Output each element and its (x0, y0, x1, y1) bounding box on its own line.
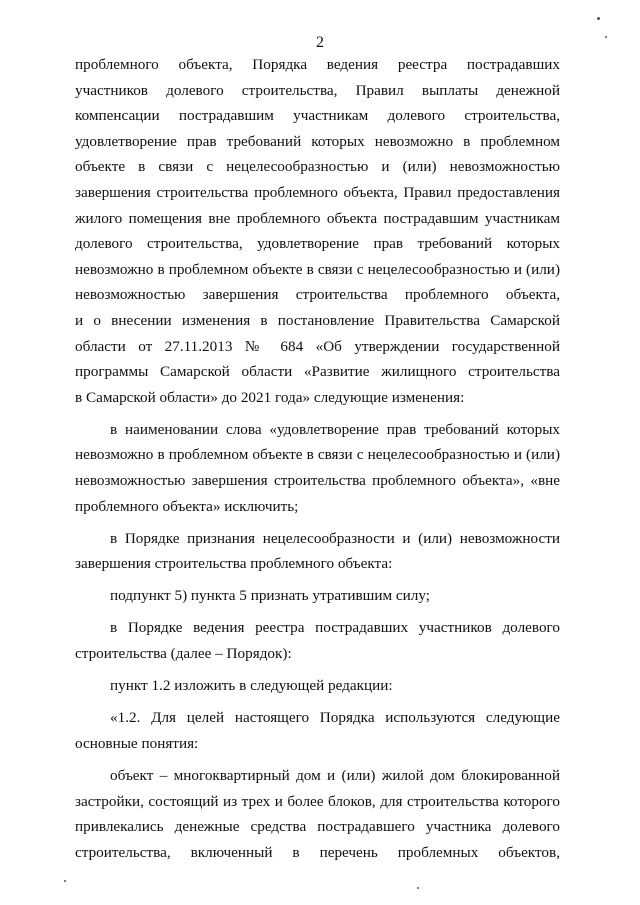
text-line: завершения строительства проблемного объекта, Правил предоставления (75, 183, 560, 201)
text-line: основные понятия: (75, 734, 199, 752)
text-line: компенсации пострадавшим участникам долевого строительства, (75, 107, 560, 125)
document-body (75, 52, 560, 865)
text-line: невозможно в проблемном объекте в связи с нецелесообразностью и (или) (75, 260, 560, 278)
paragraph-definitions-intro (75, 705, 560, 756)
text-line: подпункт 5) пункта 5 признать утратившим силу; (110, 587, 430, 605)
text-line: в Порядке ведения реестра пострадавших участников долевого (110, 619, 560, 637)
text-line: области от 27.11.2013 № 684 «Об утверждении государственной (75, 337, 560, 355)
paragraph-object-definition (75, 763, 560, 865)
text-line: объекте в связи с нецелесообразностью и (или) невозможностью (75, 158, 560, 176)
paragraph-recognition-procedure (75, 526, 560, 577)
text-line: и о внесении изменения в постановление Правительства Самарской (75, 311, 560, 329)
text-line: в Порядке признания нецелесообразности и (или) невозможности (110, 529, 560, 547)
paragraph-subitem-repeal (75, 583, 560, 609)
text-line: завершения строительства проблемного объекта: (75, 555, 393, 573)
text-line: жилого помещения вне проблемного объекта пострадавшим участникам (75, 209, 560, 227)
text-line: долевого строительства, удовлетворение прав требований которых (75, 235, 560, 253)
page-number: 2 (316, 34, 324, 51)
text-line: проблемного объекта» исключить; (75, 497, 299, 515)
paragraph-preamble-continuation (75, 52, 560, 410)
paragraph-registry-procedure (75, 615, 560, 666)
text-line: пункт 1.2 изложить в следующей редакции: (110, 677, 393, 695)
scan-speck (597, 17, 600, 20)
paragraph-item-new-wording (75, 673, 560, 699)
text-line: объект – многоквартирный дом и (или) жилой дом блокированной (110, 766, 560, 784)
scan-speck (605, 36, 607, 38)
text-line: в наименовании слова «удовлетворение прав требований которых (110, 420, 560, 438)
text-line: застройки, состоящий из трех и более блоков, для строительства которого (75, 792, 560, 810)
text-line: участников долевого строительства, Правил выплаты денежной (75, 81, 560, 99)
text-line: привлекались денежные средства пострадавшего участника долевого (75, 818, 560, 836)
text-line: в Самарской области» до 2021 года» следующие изменения: (75, 388, 465, 406)
text-line: невозможностью завершения строительства проблемного объекта, (75, 286, 560, 304)
text-line: проблемного объекта, Порядка ведения реестра пострадавших (75, 56, 560, 73)
text-line: строительства (далее – Порядок): (75, 645, 292, 663)
scan-speck (64, 880, 66, 882)
text-line: невозможностью завершения строительства проблемного объекта», «вне (75, 472, 560, 489)
text-line: «1.2. Для целей настоящего Порядка используются следующие (110, 709, 560, 727)
text-line: невозможно в проблемном объекте в связи с нецелесообразностью и (или) (75, 446, 560, 464)
text-line: удовлетворение прав требований которых невозможно в проблемном (75, 132, 560, 150)
paragraph-title-change (75, 417, 560, 519)
text-line: строительства, включенный в перечень проблемных объектов, (75, 843, 560, 861)
text-line: программы Самарской области «Развитие жилищного строительства (75, 363, 560, 381)
scan-speck (417, 887, 419, 889)
